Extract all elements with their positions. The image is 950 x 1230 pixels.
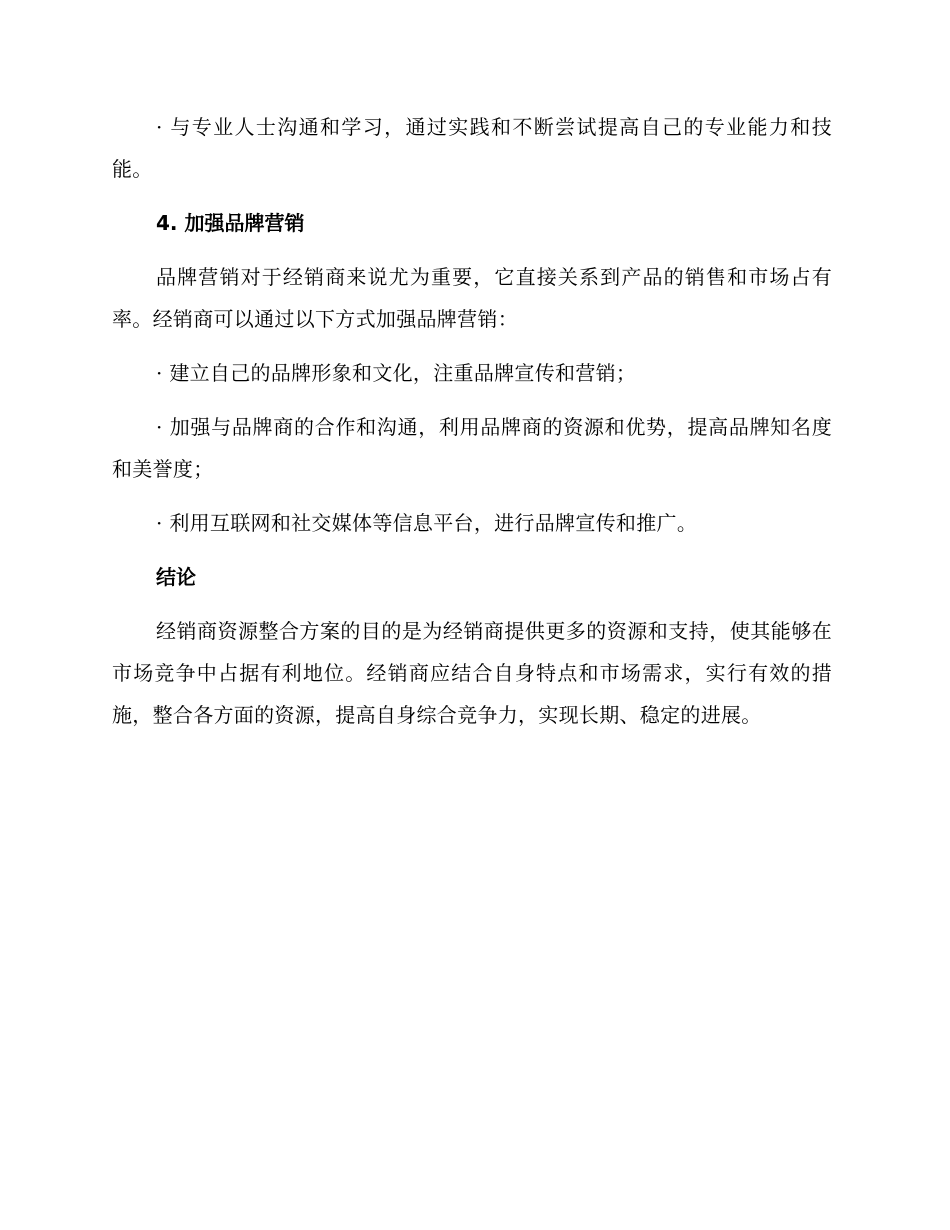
paragraph-brand-marketing-intro: 品牌营销对于经销商来说尤为重要，它直接关系到产品的销售和市场占有率。经销商可以通过以下方式加强品牌营销：	[112, 265, 832, 331]
paragraph-conclusion: 经销商资源整合方案的目的是为经销商提供更多的资源和支持，使其能够在市场竞争中占据有利地位。经销商应结合自身特点和市场需求，实行有效的措施，整合各方面的资源，提高自身综合竞争力，实现长期、稳定的进展。	[112, 619, 832, 727]
bullet-paragraph-internet-promotion: · 利用互联网和社交媒体等信息平台，进行品牌宣传和推广。	[156, 511, 698, 535]
bullet-paragraph-professional-learning: · 与专业人士沟通和学习，通过实践和不断尝试提高自己的专业能力和技能。	[112, 115, 832, 181]
bullet-paragraph-brand-cooperation: · 加强与品牌商的合作和沟通，利用品牌商的资源和优势，提高品牌知名度和美誉度；	[112, 415, 832, 481]
bullet-paragraph-brand-image: · 建立自己的品牌形象和文化，注重品牌宣传和营销；	[156, 361, 637, 385]
section-heading-conclusion: 结论	[156, 565, 196, 589]
section-heading-brand-marketing: 4. 加强品牌营销	[156, 211, 305, 235]
